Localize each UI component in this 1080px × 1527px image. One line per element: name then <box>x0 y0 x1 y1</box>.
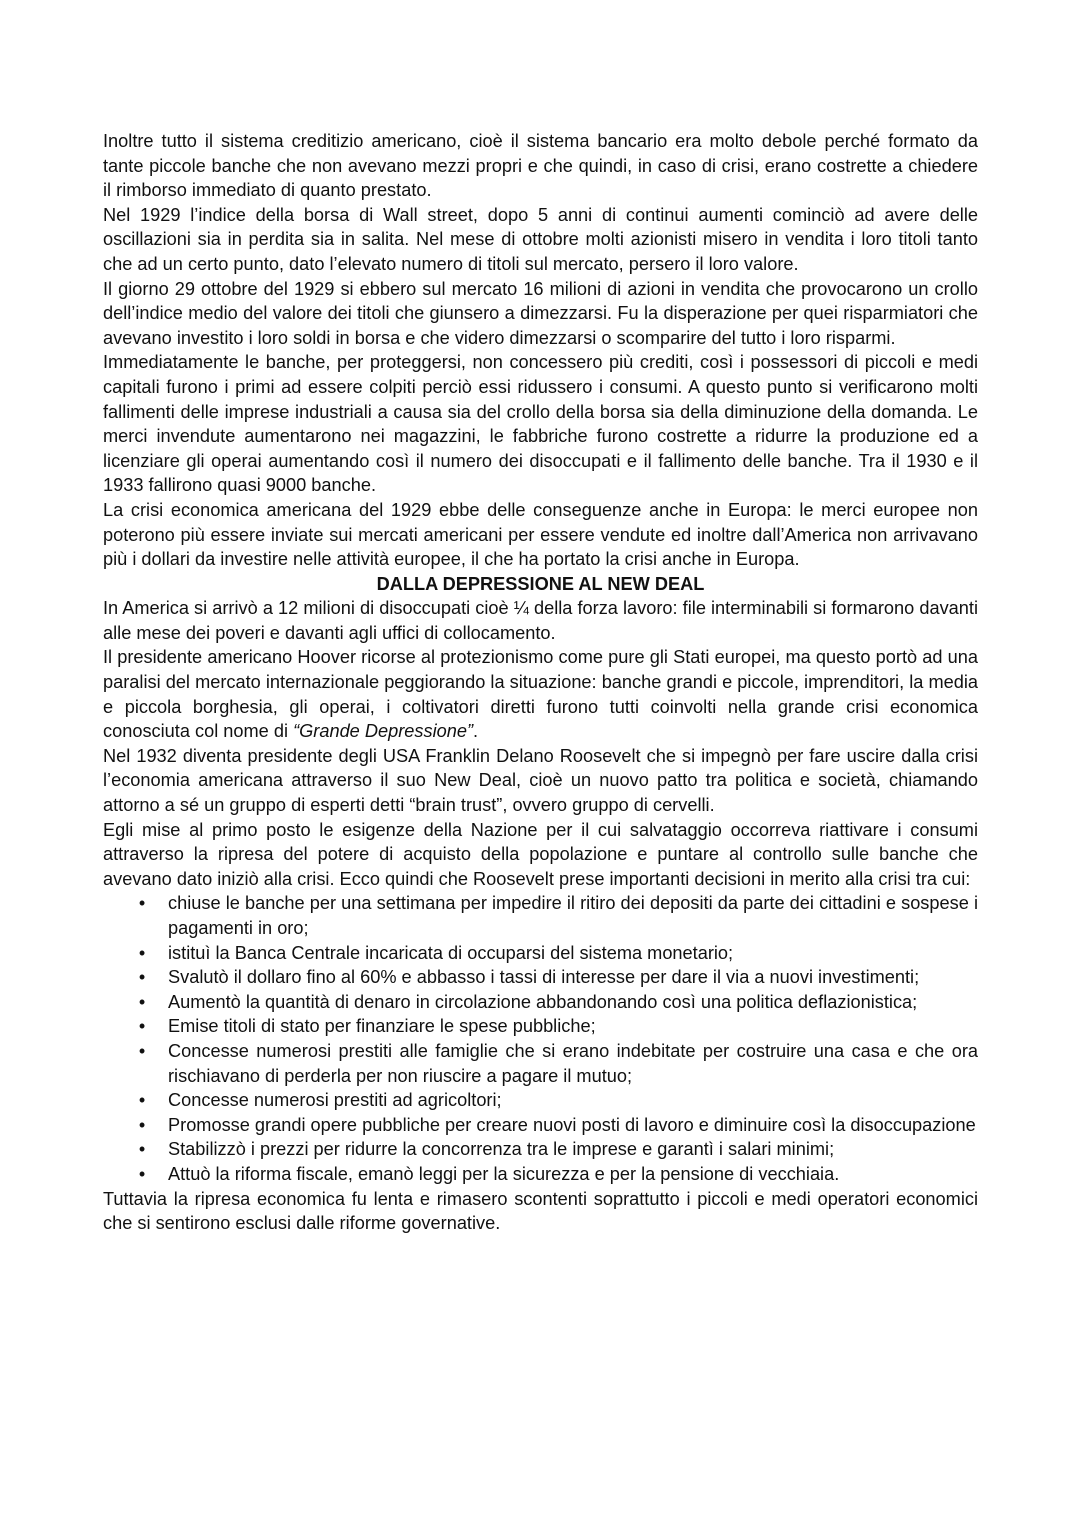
list-item-text: Promosse grandi opere pubbliche per creare nuovi posti di lavoro e diminuire così la disoccupazione <box>168 1114 976 1135</box>
list-item <box>103 1088 978 1113</box>
paragraph-wall-street: Nel 1929 l’indice della borsa di Wall street, dopo 5 anni di continui aumenti cominciò ad avere delle oscillazioni sia in perdita sia in salita. Nel mese di ottobre molti azionisti misero in vendita i loro titoli tanto che ad un certo punto, dato l’elevato numero di titoli sul mercato, persero il loro valore. <box>103 204 978 274</box>
great-depression-term: “Grande Depressione” <box>293 721 474 742</box>
paragraph-credit-system: Inoltre tutto il sistema creditizio americano, cioè il sistema bancario era molto debole perché formato da tante piccole banche che non avevano mezzi propri e che quindi, in caso di crisi, erano costrette a chiedere il rimborso immediato di quanto prestato. <box>103 131 978 201</box>
bullet-icon: • <box>138 942 146 963</box>
list-item <box>103 990 978 1015</box>
bullet-icon: • <box>138 1139 146 1160</box>
paragraph-unemployment: In America si arrivò a 12 milioni di disoccupati cioè ¼ della forza lavoro: file interminabili si formarono davanti alle mese dei poveri e davanti agli uffici di collocamento. <box>103 598 978 643</box>
bullet-icon: • <box>138 1016 146 1037</box>
paragraph-black-tuesday: Il giorno 29 ottobre del 1929 si ebbero sul mercato 16 milioni di azioni in vendita che provocarono un crollo dell’indice medio del valore dei titoli che giunsero a dimezzarsi. Fu la disperazione per quei risparmiatori che avevano investito i loro soldi in borsa e che videro dimezzarsi o scomparire del tutto i loro risparmi. <box>103 278 978 348</box>
bullet-icon: • <box>138 893 146 914</box>
list-item-text: chiuse le banche per una settimana per impedire il ritiro dei depositi da parte dei cittadini e sospese i pagamenti in oro; <box>168 893 978 938</box>
list-item <box>103 1039 978 1088</box>
list-item <box>103 941 978 966</box>
list-item <box>103 965 978 990</box>
list-item <box>103 1162 978 1187</box>
list-item-text: Concesse numerosi prestiti ad agricoltori; <box>168 1090 502 1111</box>
paragraph-hoover-text: Il presidente americano Hoover ricorse al protezionismo come pure gli Stati europei, ma questo portò ad una paralisi del mercato internazionale peggiorando la situazione: banche grandi e piccole, imprenditori, la media e piccola borghesia, gli operai, i coltivatori diretti furono tutti coinvolti nella grande crisi economica conosciuta col nome di <box>103 647 978 742</box>
list-item-text: Stabilizzò i prezzi per ridurre la concorrenza tra le imprese e garantì i salari minimi; <box>168 1139 835 1160</box>
paragraph-banks-consequences: Immediatamente le banche, per proteggersi, non concessero più crediti, così i possessori di piccoli e medi capitali furono i primi ad essere colpiti perciò essi ridussero i consumi. A questo punto si verificarono molti fallimenti delle imprese industriali a causa sia del crollo della borsa sia della diminuzione della domanda. Le merci invendute aumentarono nei magazzini, le fabbriche furono costrette a ridurre la produzione ed a licenziare gli operai aumentando così il numero dei disoccupati e il fallimento delle banche. Tra il 1930 e il 1933 fallirono quasi 9000 banche. <box>103 352 978 496</box>
list-item-text: Concesse numerosi prestiti alle famiglie che si erano indebitate per costruire una casa e che ora rischiavano di perderla per non riuscire a pagare il mutuo; <box>168 1040 978 1086</box>
list-item-text: Aumentò la quantità di denaro in circolazione abbandonando così una politica deflazionistica; <box>168 991 918 1012</box>
paragraph-conclusion: Tuttavia la ripresa economica fu lenta e rimasero scontenti soprattutto i piccoli e medi operatori economici che si sentirono esclusi dalle riforme governative. <box>103 1188 978 1234</box>
list-item <box>103 1113 978 1138</box>
section-heading: DALLA DEPRESSIONE AL NEW DEAL <box>376 573 705 594</box>
new-deal-measures-list <box>103 891 978 1186</box>
bullet-icon: • <box>138 991 146 1012</box>
list-item-text: Attuò la riforma fiscale, emanò leggi per la sicurezza e per la pensione di vecchiaia. <box>168 1163 840 1184</box>
bullet-icon: • <box>138 1040 146 1061</box>
list-item <box>103 1014 978 1039</box>
list-item-text: Svalutò il dollaro fino al 60% e abbasso i tassi di interesse per dare il via a nuovi investimenti; <box>168 967 920 988</box>
paragraph-roosevelt: Nel 1932 diventa presidente degli USA Franklin Delano Roosevelt che si impegnò per fare uscire dalla crisi l’economia americana attraverso il suo New Deal, cioè un nuovo patto tra politica e società, chiamando attorno a sé un gruppo di esperti detti “brain trust”, ovvero gruppo di cervelli. <box>103 745 978 816</box>
paragraph-nation-priorities: Egli mise al primo posto le esigenze della Nazione per il cui salvataggio occorreva riattivare i consumi attraverso la ripresa del potere di acquisto della popolazione e puntare al controllo sulle banche che avevano dato iniziò alla crisi. Ecco quindi che Roosevelt prese importanti decisioni in merito alla crisi tra cui: <box>103 819 978 889</box>
paragraph-europe-consequences: La crisi economica americana del 1929 ebbe delle conseguenze anche in Europa: le merci europee non poterono più essere inviate sui mercati americani per essere vendute ed inoltre dall’America non arrivavano più i dollari da investire nelle attività europee, il che ha portato la crisi anche in Europa. <box>103 499 978 570</box>
list-item <box>103 891 978 940</box>
bullet-icon: • <box>138 1163 146 1184</box>
list-item-text: Emise titoli di stato per finanziare le spese pubbliche; <box>168 1016 596 1037</box>
paragraph-hoover-end: . <box>473 721 479 742</box>
document-page <box>103 129 978 1236</box>
list-item-text: istituì la Banca Centrale incaricata di occuparsi del sistema monetario; <box>168 942 734 963</box>
bullet-icon: • <box>138 1114 146 1135</box>
paragraph-hoover <box>103 645 978 743</box>
list-item <box>103 1137 978 1162</box>
bullet-icon: • <box>138 967 146 988</box>
bullet-icon: • <box>138 1090 146 1111</box>
